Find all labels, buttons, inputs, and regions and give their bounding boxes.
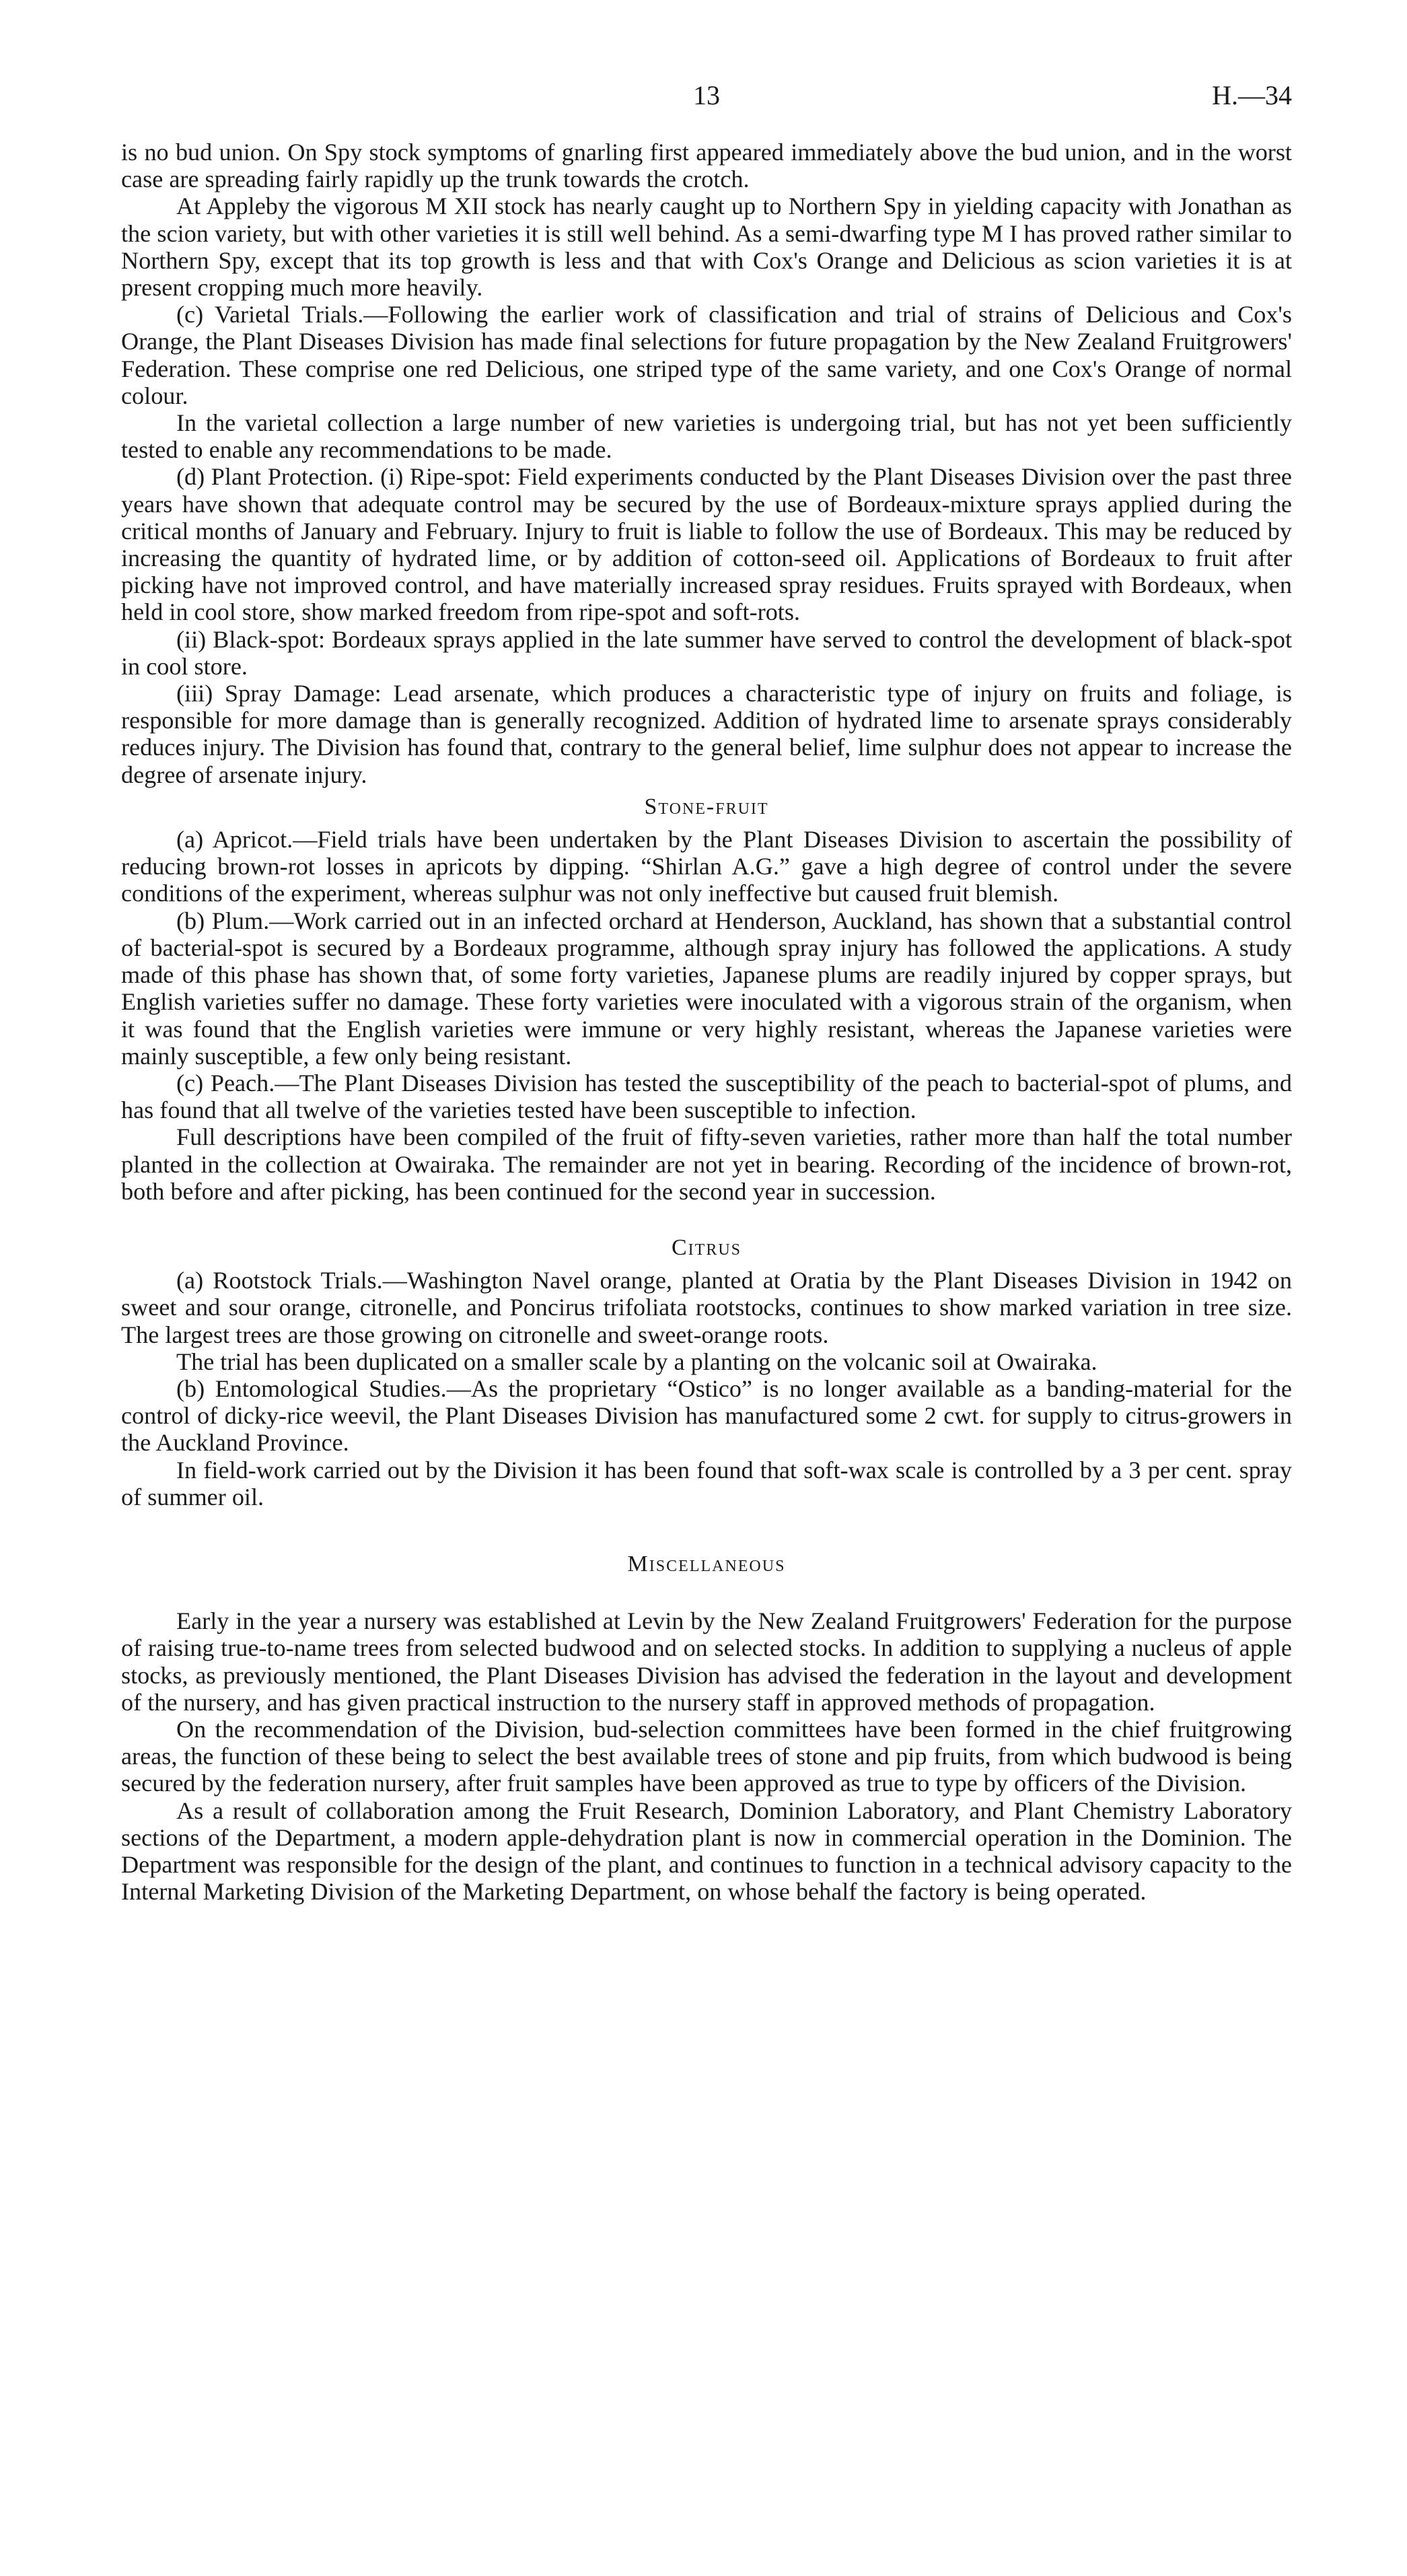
paragraph: On the recommendation of the Division, bud-selection committees have been formed in the chief fruitgrowing areas, the function of these being to select the best available trees of stone and pip fruits, from which budwood is being secured by the federation nursery, after fruit samples have been approved as true to type by officers of the Division.	[121, 1715, 1292, 1797]
page-number: 13	[693, 80, 720, 110]
paragraph: (b) Plum.—Work carried out in an infected orchard at Henderson, Auckland, has shown that a substantial control of bacterial-spot is secured by a Bordeaux programme, although spray injury has followed the applications. A study made of this phase has shown that, of some forty varieties, Japanese plums are readily injured by copper sprays, but English varieties suffer no damage. These forty varieties were inoculated with a vigorous strain of the organism, when it was found that the English varieties were immune or very highly resistant, whereas the Japanese varieties were mainly susceptible, a few only being resistant.	[121, 907, 1292, 1070]
paragraph: (c) Peach.—The Plant Diseases Division has tested the susceptibility of the peach to bacterial-spot of plums, and has found that all twelve of the varieties tested have been susceptible to infection.	[121, 1069, 1292, 1124]
paragraph: Early in the year a nursery was established at Levin by the New Zealand Fruitgrowers' Federation for the purpose of raising true-to-name trees from selected budwood and on selected stocks. In addition to supplying a nucleus of apple stocks, as previously mentioned, the Plant Diseases Division has advised the federation in the layout and development of the nursery, and has given practical instruction to the nursery staff in approved methods of propagation.	[121, 1607, 1292, 1716]
paragraph: In the varietal collection a large number of new varieties is undergoing trial, but has not yet been sufficiently tested to enable any recommendations to be made.	[121, 409, 1292, 464]
paragraph: (d) Plant Protection. (i) Ripe-spot: Field experiments conducted by the Plant Diseases Division over the past three years have shown that adequate control may be secured by the use of Bordeaux-mixture sprays applied during the critical months of January and February. Injury to fruit is liable to follow the use of Bordeaux. This may be reduced by increasing the quantity of hydrated lime, or by addition of cotton-seed oil. Applications of Bordeaux to fruit after picking have not improved control, and have materially increased spray residues. Fruits sprayed with Bordeaux, when held in cool store, show marked freedom from ripe-spot and soft-rots.	[121, 463, 1292, 626]
paragraph: As a result of collaboration among the Fruit Research, Dominion Laboratory, and Plant Chemistry Laboratory sections of the Department, a modern apple-dehydration plant is now in commercial operation in the Dominion. The Department was responsible for the design of the plant, and continues to function in a technical advisory capacity to the Internal Marketing Division of the Marketing Department, on whose behalf the factory is being operated.	[121, 1797, 1292, 1906]
paragraph: The trial has been duplicated on a smaller scale by a planting on the volcanic soil at Owairaka.	[176, 1348, 1097, 1375]
paragraph: (ii) Black-spot: Bordeaux sprays applied in the late summer have served to control the development of black-spot in cool store.	[121, 625, 1292, 680]
page-body	[121, 139, 1292, 1905]
section-heading-stone-fruit: Stone-fruit	[644, 794, 769, 819]
paragraph: (a) Apricot.—Field trials have been undertaken by the Plant Diseases Division to ascertain the possibility of reducing brown-rot losses in apricots by dipping. “Shirlan A.G.” gave a high degree of control under the severe conditions of the experiment, whereas sulphur was not only ineffective but caused fruit blemish.	[121, 826, 1292, 907]
paragraph: is no bud union. On Spy stock symptoms of gnarling first appeared immediately above the bud union, and in the worst case are spreading fairly rapidly up the trunk towards the crotch.	[121, 139, 1292, 193]
paragraph: (a) Rootstock Trials.—Washington Navel orange, planted at Oratia by the Plant Diseases Division in 1942 on sweet and sour orange, citronelle, and Poncirus trifoliata rootstocks, continues to show marked variation in tree size. The largest trees are those growing on citronelle and sweet-orange roots.	[121, 1267, 1292, 1348]
paragraph: (b) Entomological Studies.—As the proprietary “Ostico” is no longer available as a banding-material for the control of dicky-rice weevil, the Plant Diseases Division has manufactured some 2 cwt. for supply to citrus-growers in the Auckland Province.	[121, 1374, 1292, 1457]
section-heading-miscellaneous: Miscellaneous	[627, 1551, 786, 1576]
paragraph: (iii) Spray Damage: Lead arsenate, which produces a characteristic type of injury on fruits and foliage, is responsible for more damage than is generally recognized. Addition of hydrated lime to arsenate sprays considerably reduces injury. The Division has found that, contrary to the general belief, lime sulphur does not appear to increase the degree of arsenate injury.	[121, 680, 1292, 788]
paragraph: In field-work carried out by the Division it has been found that soft-wax scale is controlled by a 3 per cent. spray of summer oil.	[121, 1456, 1292, 1510]
paragraph: Full descriptions have been compiled of the fruit of fifty-seven varieties, rather more than half the total number planted in the collection at Owairaka. The remainder are not yet in bearing. Recording of the incidence of brown-rot, both before and after picking, has been continued for the second year in succession.	[121, 1123, 1292, 1205]
page-header	[121, 79, 1292, 117]
section-heading-citrus: Citrus	[671, 1234, 742, 1260]
paragraph: At Appleby the vigorous M XII stock has nearly caught up to Northern Spy in yielding capacity with Jonathan as the scion variety, but with other varieties it is still well behind. As a semi-dwarfing type M I has proved rather similar to Northern Spy, except that its top growth is less and that with Cox's Orange and Delicious as scion varieties it is at present cropping much more heavily.	[121, 193, 1292, 302]
paragraph: (c) Varietal Trials.—Following the earlier work of classification and trial of strains of Delicious and Cox's Orange, the Plant Diseases Division has made final selections for future propagation by the New Zealand Fruitgrowers' Federation. These comprise one red Delicious, one striped type of the same variety, and one Cox's Orange of normal colour.	[121, 301, 1292, 409]
document-reference: H.—34	[1212, 80, 1292, 110]
